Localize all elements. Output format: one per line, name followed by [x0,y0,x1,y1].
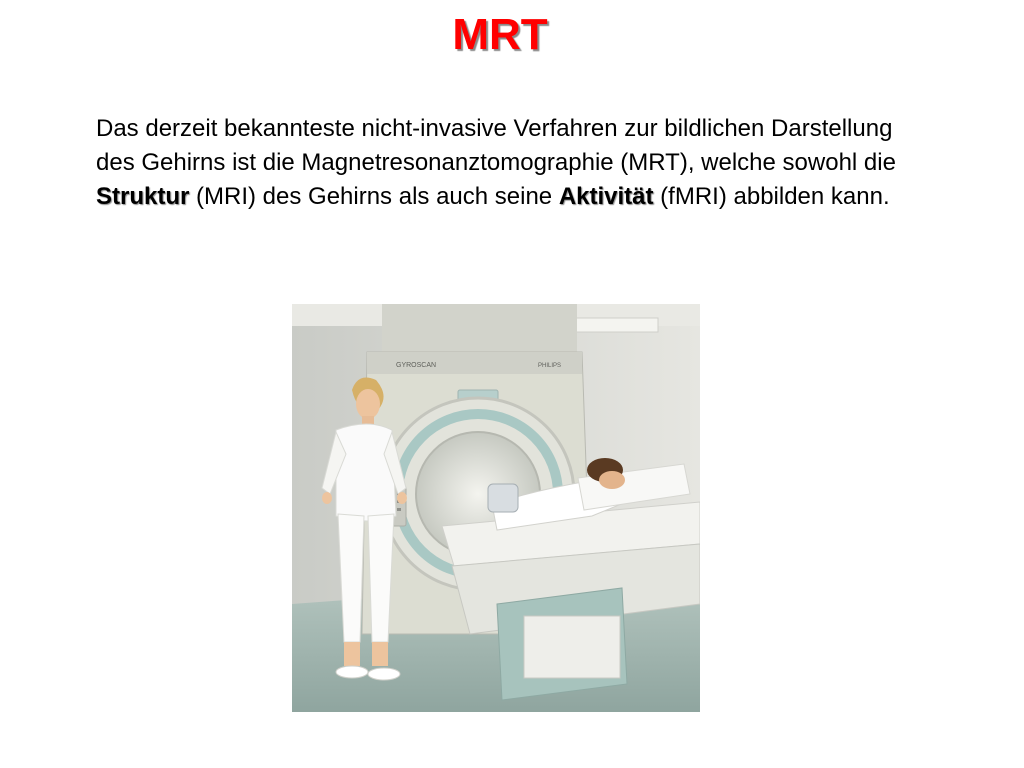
patient-head [599,471,625,489]
scanner-top [382,304,577,352]
paragraph-text-2: (MRI) des Gehirns als auch seine [189,183,559,210]
ceiling-light [574,318,658,332]
slide-title: MRT [452,10,548,59]
keyword-aktivitaet: Aktivität [558,183,654,210]
keyword-struktur: Struktur [96,183,190,210]
mri-scanner-photo [292,304,700,712]
scanner-label: GYROSCAN [396,362,437,369]
paragraph-text-3: (fMRI) abbilden kann. [653,183,890,210]
scanner-brand: PHILIPS [538,363,562,369]
paragraph-text-1: Das derzeit bekannteste nicht-invasive Verfahren zur bildlichen Darstellung des Gehirns ist die Magnetresonanztomographie (MRT), welche sowohl die [96,115,896,176]
body-paragraph [96,112,916,214]
head-coil [488,484,518,512]
